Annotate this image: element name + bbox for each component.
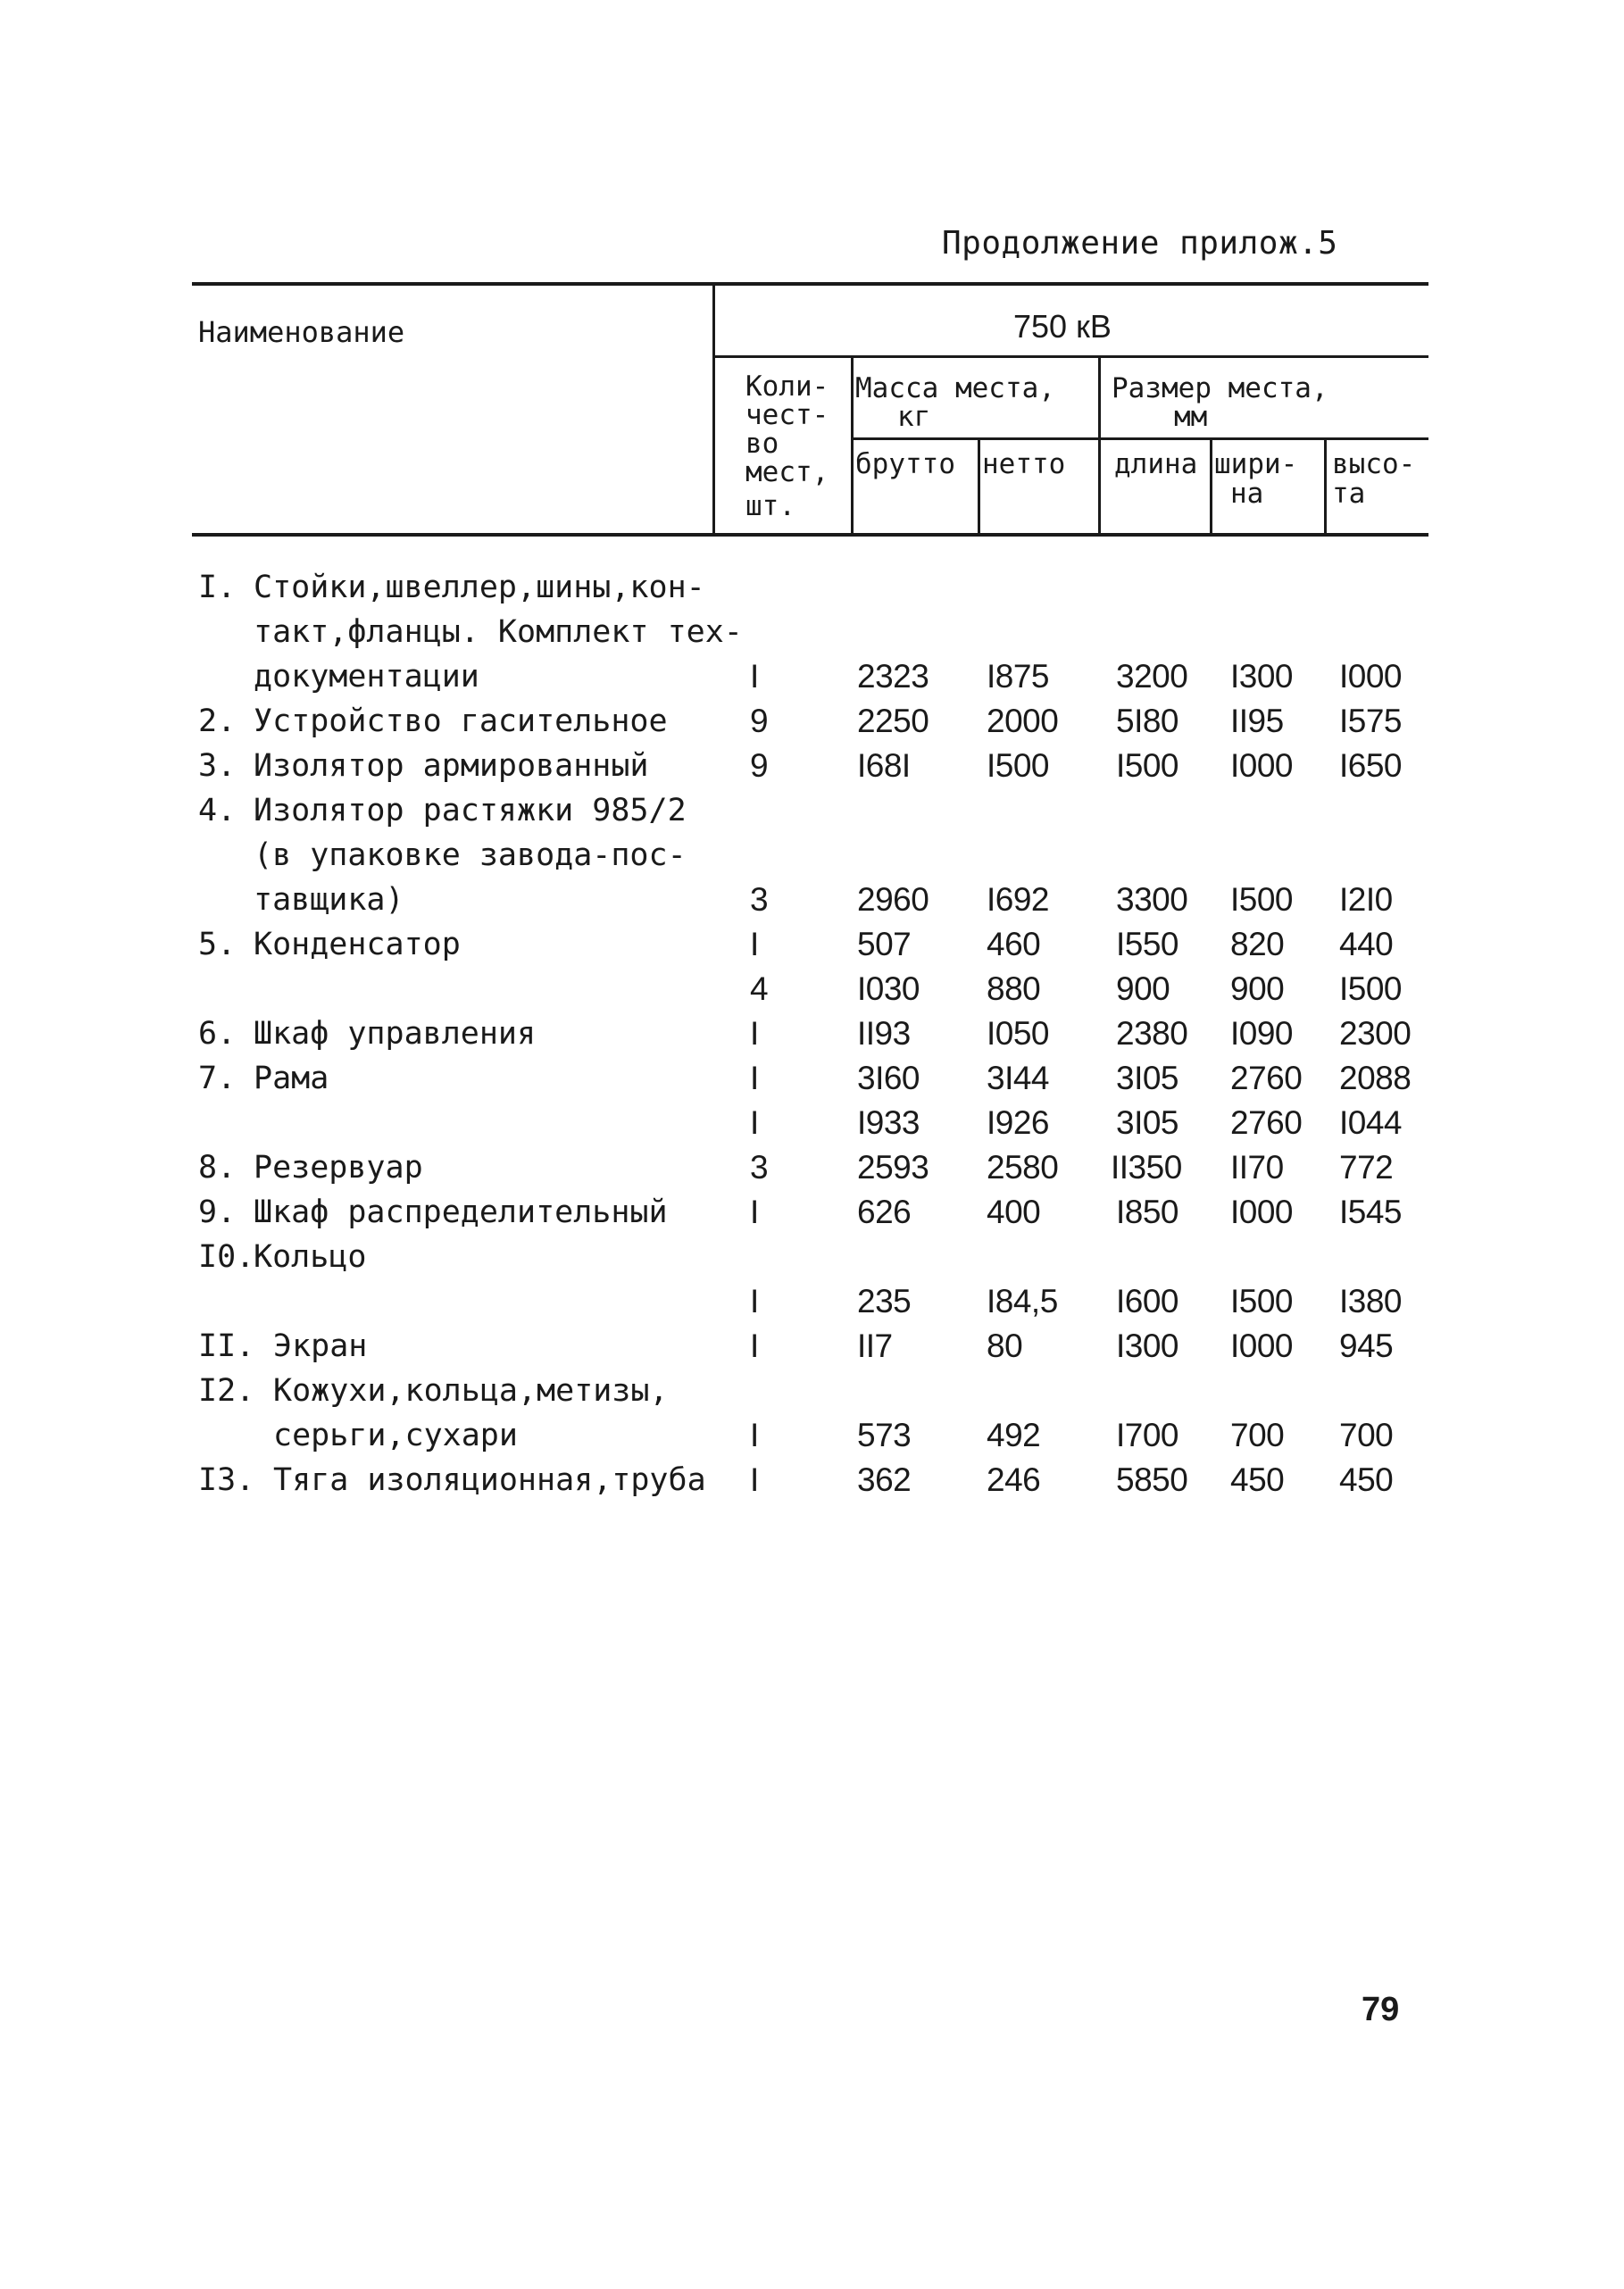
row-number: I3. [198, 1462, 255, 1498]
header-divider-name [712, 284, 715, 535]
table-row [0, 1413, 1624, 1458]
row-netto: 80 [987, 1328, 1023, 1364]
row-width: I000 [1230, 1194, 1294, 1230]
row-brutto: I68I [857, 747, 911, 784]
table-row [0, 1011, 1624, 1056]
row-qty: I [750, 1328, 759, 1364]
row-height: I545 [1339, 1194, 1403, 1230]
row-height: I650 [1339, 747, 1403, 784]
row-netto: 400 [987, 1194, 1041, 1230]
header-divider-netto [978, 439, 980, 535]
row-length: 900 [1116, 970, 1170, 1007]
row-netto: 460 [987, 926, 1041, 962]
row-netto: 246 [987, 1461, 1041, 1498]
header-divider-size [1098, 356, 1101, 535]
row-width: 2760 [1230, 1104, 1303, 1141]
row-brutto: I030 [857, 970, 920, 1007]
row-qty: I [750, 1417, 759, 1453]
header-qty-line-3: во [745, 428, 779, 460]
header-divider-width [1210, 439, 1212, 535]
row-name: Устройство гасительное [254, 703, 668, 739]
table-row [0, 1369, 1624, 1413]
table-row [0, 967, 1624, 1011]
header-bottom-rule [192, 533, 1428, 537]
row-number: 8. [198, 1150, 237, 1186]
row-qty: I [750, 926, 759, 962]
row-brutto: 2323 [857, 658, 929, 695]
table-row [0, 833, 1624, 878]
row-name: Кожухи,кольца,метизы, [273, 1373, 669, 1409]
row-height: I575 [1339, 703, 1403, 739]
row-netto: I875 [987, 658, 1050, 695]
row-netto: I050 [987, 1015, 1050, 1052]
header-width-line-2: на [1230, 478, 1264, 510]
row-length: I300 [1116, 1328, 1179, 1364]
row-length: 3200 [1116, 658, 1188, 695]
row-height: 945 [1339, 1328, 1394, 1364]
header-qty-line-5: шт. [745, 490, 795, 522]
header-length: длина [1114, 448, 1198, 480]
row-qty: I [750, 1283, 759, 1319]
header-size-line-1: Размер места, [1112, 372, 1328, 404]
row-width: I500 [1230, 1283, 1294, 1319]
row-qty: 9 [750, 747, 769, 784]
row-name: Шкаф управления [254, 1016, 537, 1052]
row-name: тавщика) [254, 882, 404, 918]
row-length: 3I05 [1116, 1060, 1179, 1096]
row-qty: 9 [750, 703, 769, 739]
row-length: 5850 [1116, 1461, 1188, 1498]
row-brutto: 362 [857, 1461, 912, 1498]
header-netto: нетто [982, 448, 1066, 480]
header-size-line-2: мм [1174, 401, 1208, 433]
row-width: 2760 [1230, 1060, 1303, 1096]
header-height-line-2: та [1332, 478, 1366, 510]
continuation-label: Продолжение прилож.5 [942, 225, 1338, 262]
table-row [0, 699, 1624, 744]
row-height: 772 [1339, 1149, 1394, 1186]
row-name: Тяга изоляционная,труба [273, 1462, 706, 1498]
table-row [0, 565, 1624, 610]
row-qty: 3 [750, 881, 769, 918]
row-number: I2. [198, 1373, 255, 1409]
row-brutto: II7 [857, 1328, 893, 1364]
header-divider-qty [851, 356, 854, 535]
row-qty: I [750, 1194, 759, 1230]
row-name: Кольцо [254, 1239, 367, 1275]
row-number: 5. [198, 927, 237, 962]
header-mass-line-1: Масса места, [855, 372, 1055, 404]
row-length: 2380 [1116, 1015, 1188, 1052]
header-brutto: брутто [855, 448, 955, 480]
row-width: I090 [1230, 1015, 1294, 1052]
table-row [0, 1056, 1624, 1101]
table-top-rule [192, 282, 1428, 286]
row-name: Экран [273, 1328, 368, 1364]
row-length: I850 [1116, 1194, 1179, 1230]
row-name: документации [254, 659, 479, 695]
page-number: 79 [1362, 1991, 1400, 2028]
row-netto: I692 [987, 881, 1050, 918]
row-width: 900 [1230, 970, 1285, 1007]
header-height-line-1: высо- [1332, 448, 1416, 480]
row-brutto: I933 [857, 1104, 920, 1141]
table-row [0, 744, 1624, 788]
table-row [0, 654, 1624, 699]
header-qty-line-2: чест- [745, 399, 829, 431]
row-height: 450 [1339, 1461, 1394, 1498]
row-brutto: 2593 [857, 1149, 929, 1186]
row-name: Стойки,швеллер,шины,кон- [254, 570, 705, 605]
row-width: II95 [1230, 703, 1284, 739]
table-row [0, 1458, 1624, 1502]
row-qty: I [750, 1060, 759, 1096]
row-height: 440 [1339, 926, 1394, 962]
row-name: серьги,сухари [273, 1418, 518, 1453]
row-name: (в упаковке завода-пос- [254, 837, 687, 873]
row-length: 3300 [1116, 881, 1188, 918]
row-height: I500 [1339, 970, 1403, 1007]
row-brutto: 3I60 [857, 1060, 920, 1096]
table-row [0, 1235, 1624, 1279]
header-divider-height [1324, 439, 1327, 535]
row-brutto: II93 [857, 1015, 911, 1052]
header-name: Наименование [198, 315, 405, 349]
row-length: 3I05 [1116, 1104, 1179, 1141]
row-length: II350 [1111, 1149, 1182, 1186]
header-group-rule [714, 355, 1428, 358]
row-width: 700 [1230, 1417, 1285, 1453]
row-brutto: 626 [857, 1194, 912, 1230]
row-length: I550 [1116, 926, 1179, 962]
row-name: Изолятор армированный [254, 748, 649, 784]
row-netto: 880 [987, 970, 1041, 1007]
row-height: I000 [1339, 658, 1403, 695]
row-width: I300 [1230, 658, 1294, 695]
row-netto: I84,5 [987, 1283, 1058, 1319]
row-number: II. [198, 1328, 255, 1364]
row-number: 3. [198, 748, 237, 784]
row-name: Изолятор растяжки 985/2 [254, 793, 687, 828]
row-height: I044 [1339, 1104, 1403, 1141]
header-mass-line-2: кг [897, 401, 931, 433]
row-qty: I [750, 1015, 759, 1052]
row-brutto: 573 [857, 1417, 912, 1453]
row-length: I700 [1116, 1417, 1179, 1453]
table-row [0, 610, 1624, 654]
table-row [0, 1324, 1624, 1369]
row-name: такт,фланцы. Комплект тех- [254, 614, 743, 650]
table-row [0, 1145, 1624, 1190]
row-name: Резервуар [254, 1150, 423, 1186]
row-length: I500 [1116, 747, 1179, 784]
row-height: I380 [1339, 1283, 1403, 1319]
row-width: 820 [1230, 926, 1285, 962]
row-height: 700 [1339, 1417, 1394, 1453]
row-number: 7. [198, 1061, 237, 1096]
row-width: I500 [1230, 881, 1294, 918]
row-number: 2. [198, 703, 237, 739]
row-name: Рама [254, 1061, 329, 1096]
row-width: I000 [1230, 1328, 1294, 1364]
header-qty-line-4: мест, [745, 456, 829, 488]
row-number: 4. [198, 793, 237, 828]
header-width-line-1: шири- [1214, 448, 1298, 480]
header-qty-line-1: Коли- [745, 370, 829, 403]
table-row [0, 1190, 1624, 1235]
row-length: 5I80 [1116, 703, 1179, 739]
row-qty: 3 [750, 1149, 769, 1186]
row-number: I0. [198, 1239, 255, 1275]
row-name: Шкаф распределительный [254, 1194, 668, 1230]
row-number: 6. [198, 1016, 237, 1052]
row-netto: 2000 [987, 703, 1059, 739]
row-qty: I [750, 1104, 759, 1141]
row-number: I. [198, 570, 237, 605]
row-netto: 3I44 [987, 1060, 1050, 1096]
row-name: Конденсатор [254, 927, 461, 962]
table-row [0, 878, 1624, 922]
row-qty: I [750, 1461, 759, 1498]
row-qty: I [750, 658, 759, 695]
header-subgroup-rule [853, 437, 1428, 440]
row-length: I600 [1116, 1283, 1179, 1319]
row-brutto: 2960 [857, 881, 929, 918]
row-number: 9. [198, 1194, 237, 1230]
table-row [0, 788, 1624, 833]
row-width: 450 [1230, 1461, 1285, 1498]
row-netto: 492 [987, 1417, 1041, 1453]
table-row [0, 922, 1624, 967]
row-netto: 2580 [987, 1149, 1059, 1186]
row-width: I000 [1230, 747, 1294, 784]
row-height: 2088 [1339, 1060, 1412, 1096]
header-group: 750 кВ [1013, 308, 1112, 345]
row-height: 2300 [1339, 1015, 1412, 1052]
row-netto: I926 [987, 1104, 1050, 1141]
row-height: I2I0 [1339, 881, 1393, 918]
row-brutto: 507 [857, 926, 912, 962]
row-brutto: 2250 [857, 703, 929, 739]
row-width: II70 [1230, 1149, 1284, 1186]
row-brutto: 235 [857, 1283, 912, 1319]
row-qty: 4 [750, 970, 769, 1007]
table-row [0, 1101, 1624, 1145]
row-netto: I500 [987, 747, 1050, 784]
table-row [0, 1279, 1624, 1324]
